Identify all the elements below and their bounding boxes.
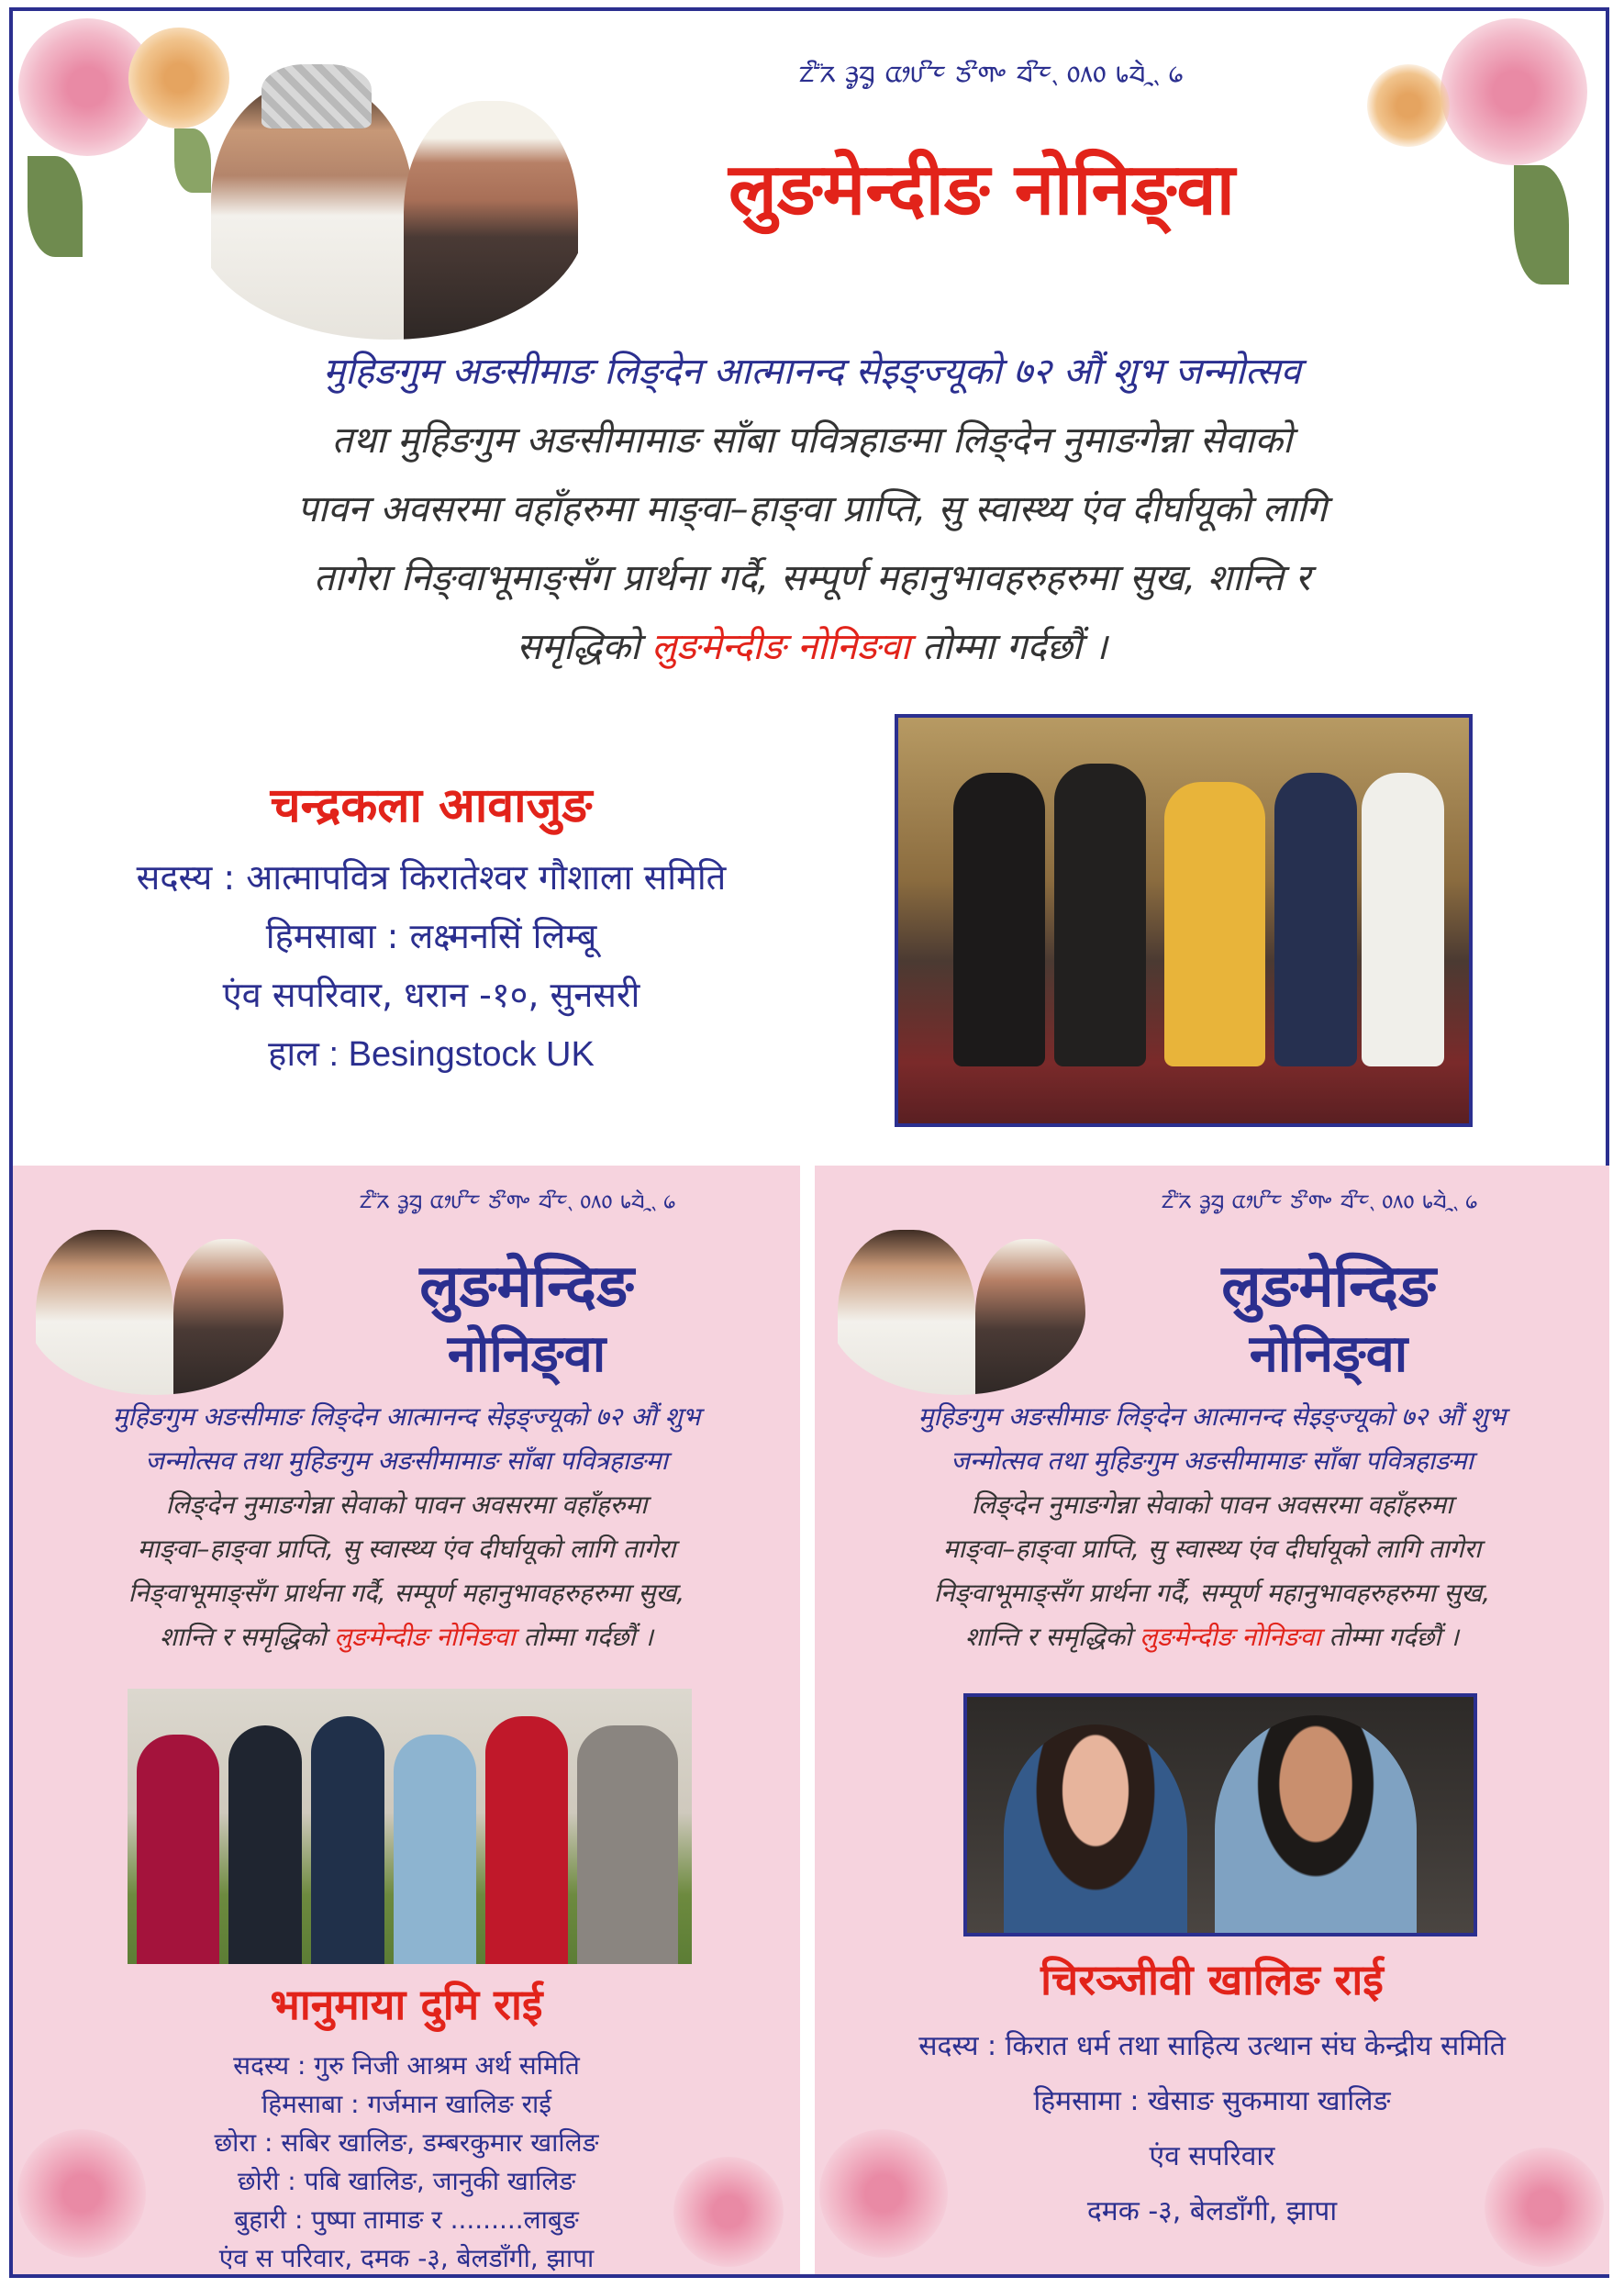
person-detail: हिमसाबा : गर्जमान खालिङ राई (261, 2089, 552, 2119)
panel-paragraph (815, 1395, 1609, 1659)
person-detail: एंव स परिवार, दमक -३, बेलडाँगी, झापा (218, 2243, 595, 2273)
panel-highlight: लुङमेन्दीङ नोनिङवा (1140, 1622, 1321, 1652)
person-detail: सदस्य : गुरु निजी आश्रम अर्थ समिति (233, 2050, 580, 2081)
panel-line (815, 1615, 1609, 1659)
panel-paragraph (13, 1395, 800, 1659)
panel-text: तोम्मा गर्दछौं । (1320, 1622, 1460, 1652)
panel-highlight: लुङमेन्दीङ नोनिङवा (334, 1622, 516, 1652)
panel-line: निङ्वाभूमाङ्सँग प्रार्थना गर्दै, सम्पूर्ण महानुभावहरुहरुमा सुख, (933, 1578, 1491, 1608)
person-detail: छोरा : सबिर खालिङ, डम्बरकुमार खालिङ (214, 2127, 599, 2158)
person-detail: हाल : Besingstock UK (268, 1035, 595, 1074)
person-name: चिरञ्जीवी खालिङ राई (1040, 1955, 1384, 2004)
panel-text: तोम्मा गर्दछौं । (515, 1622, 654, 1652)
panel-line: लिङ्देन नुमाङगेन्ना सेवाको पावन अवसरमा वहाँहरुमा (165, 1490, 648, 1520)
intro-text: तोम्मा गर्दछौं । (910, 626, 1107, 668)
panel-line: मुहिङगुम अङसीमाङ लिङ्देन आत्मानन्द सेइङ्ज्यूको ७२ औं शुभ (918, 1401, 1507, 1432)
panel-line: माङ्वा–हाङ्वा प्राप्ति, सु स्वास्थ्य एंव दीर्घायूको लागि तागेरा (942, 1534, 1482, 1564)
panel-line: लिङ्देन नुमाङगेन्ना सेवाको पावन अवसरमा वहाँहरुमा (971, 1490, 1453, 1520)
couple-portrait (27, 1211, 284, 1395)
intro-line (0, 619, 1624, 670)
limbu-script-line: ᤁᤡ᤺ᤖ ᤋᤢᤔᤢ ᤂᤣᤙᤡᤰ ᤍᤡᤛᤴ ᤔᤡᤰᤷ ᥆᥈᥆ ᥇ᤔᤧᤳᤷ ᥀ (359, 1184, 676, 1214)
couple-portrait (193, 64, 587, 340)
person-detail: एंव सपरिवार, धरान -१०, सुनसरी (222, 975, 640, 1015)
person-detail: बुहारी : पुष्पा तामाङ र .........लाबुङ (234, 2204, 579, 2235)
flower-decoration-bottom-left (17, 2129, 146, 2258)
intro-line: मुहिङगुम अङसीमाङ लिङ्देन आत्मानन्द सेइङ्ज्यूको ७२ औं शुभ जन्मोत्सव (323, 351, 1301, 393)
person-detail: सदस्य : किरात धर्म तथा साहित्य उत्थान संघ केन्द्रीय समिति (918, 2030, 1506, 2062)
family-photo-left (128, 1689, 692, 1964)
panel-line: माङ्वा–हाङ्वा प्राप्ति, सु स्वास्थ्य एंव दीर्घायूको लागि तागेरा (137, 1534, 676, 1564)
panel-line: निङ्वाभूमाङ्सँग प्रार्थना गर्दै, सम्पूर्ण महानुभावहरुहरुमा सुख, (128, 1578, 685, 1608)
left-panel (13, 1166, 800, 2274)
person-detail: छोरी : पबि खालिङ, जानुकी खालिङ (237, 2166, 576, 2196)
intro-line: तागेरा निङ्वाभूमाङ्सँग प्रार्थना गर्दै, सम्पूर्ण महानुभावहरुहरुमा सुख, शान्ति र (313, 557, 1311, 599)
right-panel (815, 1166, 1609, 2274)
limbu-script-line: ᤁᤡ᤺ᤖ ᤋᤢᤔᤢ ᤂᤣᤙᤡᤰ ᤍᤡᤛᤴ ᤔᤡᤰᤷ ᥆᥈᥆ ᥇ᤔᤧᤳᤷ ᥀ (1161, 1184, 1478, 1214)
panel-line: मुहिङगुम अङसीमाङ लिङ्देन आत्मानन्द सेइङ्ज्यूको ७२ औं शुभ (112, 1401, 701, 1432)
family-photo-top (895, 714, 1473, 1127)
person-detail: एंव सपरिवार (1149, 2140, 1275, 2172)
panel-line (13, 1615, 800, 1659)
panel-line: जन्मोत्सव तथा मुहिङगुम अङसीमामाङ साँबा पवित्रहाङमा (951, 1445, 1474, 1476)
person-detail: दमक -३, बेलडाँगी, झापा (1086, 2195, 1338, 2227)
top-person-info (55, 771, 807, 1077)
person-detail: हिमसाबा : लक्ष्मनसिं लिम्बू (265, 916, 597, 956)
flower-decoration-bottom-right (1485, 2148, 1604, 2267)
panel-line: जन्मोत्सव तथा मुहिङगुम अङसीमामाङ साँबा पवित्रहाङमा (145, 1445, 668, 1476)
couple-photo-right (963, 1693, 1477, 1936)
intro-highlight: लुङमेन्दीङ नोनिङवा (651, 626, 911, 668)
panel-title: लुङमेन्दिङ (419, 1253, 634, 1321)
intro-line: तथा मुहिङगुम अङसीमामाङ साँबा पवित्रहाङमा लिङ्देन नुमाङगेन्ना सेवाको (331, 419, 1293, 462)
person-name: चन्द्रकला आवाजुङ (270, 778, 593, 833)
intro-line: पावन अवसरमा वहाँहरुमा माङ्वा–हाङ्वा प्राप्ति, सु स्वास्थ्य एंव दीर्घायूको लागि (296, 488, 1328, 530)
panel-subtitle: नोनिङ्वा (1249, 1324, 1408, 1384)
panel-title: लुङमेन्दिङ (1221, 1253, 1436, 1321)
flower-decoration-bottom-right (819, 2129, 948, 2258)
flower-decoration-bottom-left (673, 2157, 784, 2267)
page-title: लुङमेन्दीङ नोनिङ्वा (728, 149, 1236, 231)
intro-text: समृद्धिको (517, 626, 652, 668)
couple-portrait (829, 1211, 1085, 1395)
limbu-script-line: ᤁᤡ᤺ᤖ ᤋᤢᤔᤢ ᤂᤣᤙᤡᤰ ᤍᤡᤛᤴ ᤔᤡᤰᤷ ᥆᥈᥆ ᥇ᤔᤧᤳᤷ ᥀ (798, 53, 1184, 90)
person-detail: सदस्य : आत्मापवित्र किरातेश्वर गौशाला समिति (136, 857, 727, 898)
person-name: भानुमाया दुमि राई (270, 1980, 543, 2029)
panel-subtitle: नोनिङ्वा (447, 1324, 606, 1384)
panel-text: शान्ति र समृद्धिको (159, 1622, 335, 1652)
person-detail: हिमसामा : खेसाङ सुकमाया खालिङ (1033, 2085, 1391, 2117)
panel-text: शान्ति र समृद्धिको (964, 1622, 1140, 1652)
